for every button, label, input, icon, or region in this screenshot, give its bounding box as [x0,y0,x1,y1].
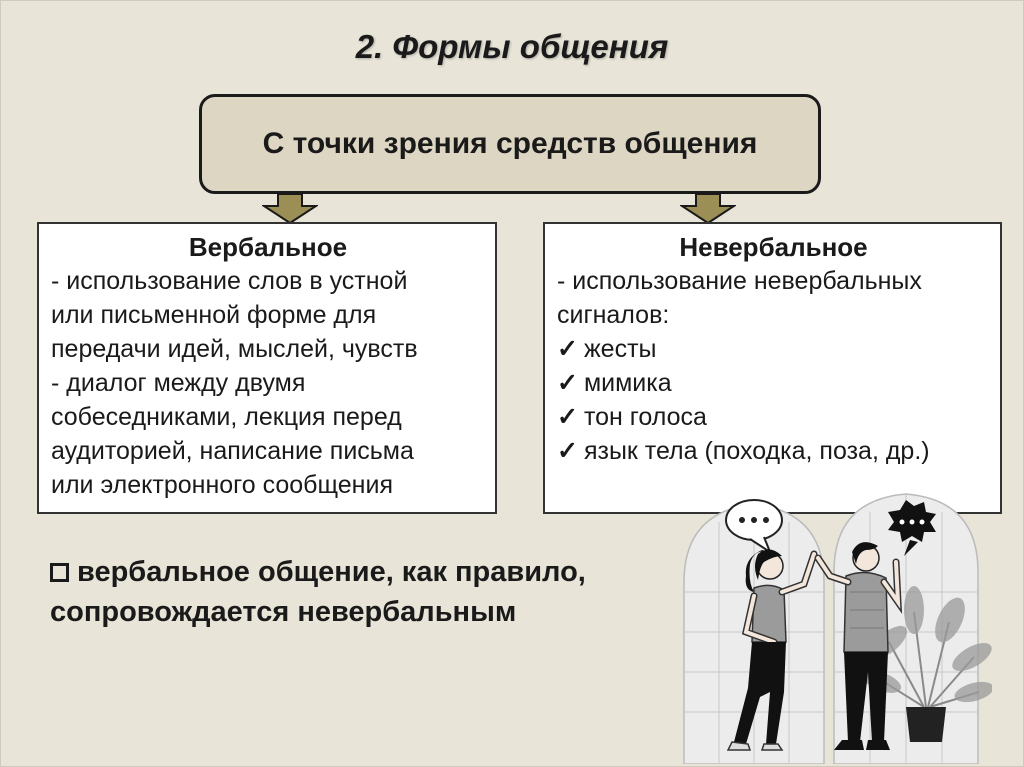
nonverbal-line: - использование невербальных [557,267,922,295]
verbal-line: или письменной форме для [51,301,377,329]
nonverbal-heading: Невербальное [679,232,868,262]
down-arrow-left-icon [262,194,318,224]
check-item [557,434,990,468]
note-line [50,552,690,592]
verbal-line: собеседниками, лекция перед [51,403,402,431]
verbal-line: - диалог между двумя [51,369,306,397]
check-item-label: язык тела (походка, поза, др.) [583,437,930,465]
verbal-heading: Вербальное [188,232,348,262]
verbal-line: передачи идей, мыслей, чувств [51,335,418,363]
check-icon: ✓ [557,403,578,431]
check-item [557,366,990,400]
nonverbal-line: сигналов: [557,301,670,329]
category-box [199,94,821,194]
note-line: сопровождается невербальным [50,596,517,628]
check-icon: ✓ [557,335,578,363]
verbal-line: или электронного сообщения [51,471,393,499]
note-block [50,552,690,632]
check-icon: ✓ [557,369,578,397]
category-box-label: С точки зрения средств общения [262,127,758,160]
checkbox-bullet-icon [50,563,69,582]
check-item-label: жесты [583,335,657,363]
note-text: вербальное общение, как правило, [77,556,586,588]
check-icon: ✓ [557,437,578,465]
down-arrow-right-icon [680,194,736,224]
verbal-line: аудиторией, написание письма [51,437,414,465]
check-item [557,332,990,366]
page-title: 2. Формы общения [355,28,669,65]
check-item-label: мимика [583,369,672,397]
check-item [557,400,990,434]
check-item-label: тон голоса [583,403,707,431]
conversation-illustration [674,492,992,764]
verbal-box [37,222,497,514]
verbal-line: - использование слов в устной [51,267,408,295]
nonverbal-box [543,222,1002,514]
